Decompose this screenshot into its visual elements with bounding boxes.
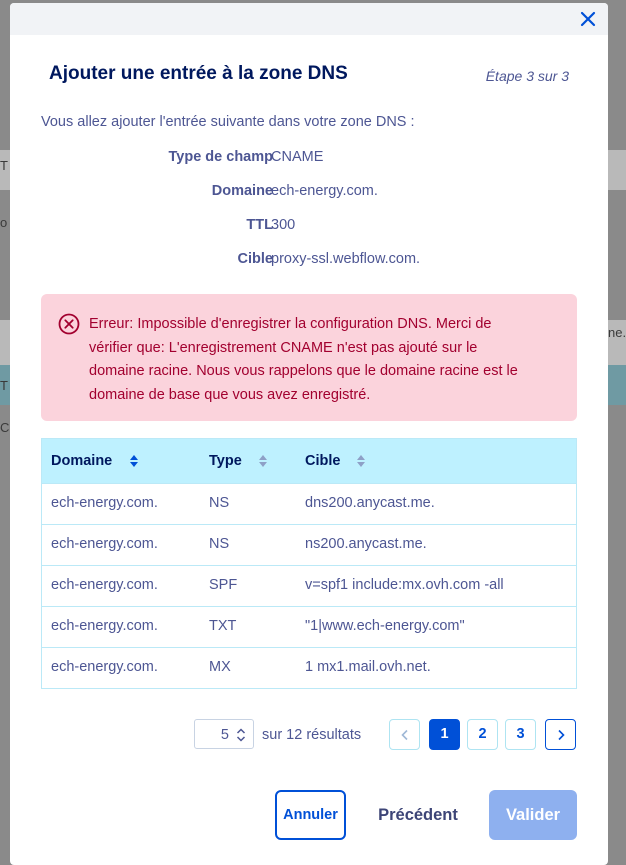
cell-type: MX — [209, 659, 231, 675]
intro-text: Vous allez ajouter l'entrée suivante dans votre zone DNS : — [41, 114, 415, 130]
table-header — [42, 439, 576, 483]
error-line: domaine racine. Nous vous rappelons que le domaine racine est le — [89, 363, 518, 379]
step-indicator: Étape 3 sur 3 — [485, 68, 569, 84]
error-line: vérifier que: L'enregistrement CNAME n'est pas ajouté sur le — [89, 339, 478, 356]
background-text: T — [0, 378, 8, 393]
cell-domain: ech-energy.com. — [51, 577, 158, 593]
cell-domain: ech-energy.com. — [51, 659, 158, 675]
page-size-select[interactable] — [194, 719, 254, 749]
error-message — [41, 294, 577, 421]
summary-row-target — [41, 251, 541, 271]
background-text: C — [0, 420, 10, 435]
table-row — [42, 565, 576, 606]
summary-label: Domaine — [211, 183, 273, 199]
page-button-2[interactable]: 2 — [467, 719, 498, 750]
cell-target: v=spf1 include:mx.ovh.com -all — [305, 577, 504, 593]
modal-topbar — [10, 3, 608, 35]
cell-type: NS — [209, 536, 230, 552]
summary-value: CNAME — [271, 149, 324, 165]
prev-page-button[interactable] — [389, 719, 420, 750]
chevron-up-down-icon — [235, 727, 247, 743]
previous-button[interactable]: Précédent — [378, 806, 458, 824]
background-text: o — [0, 215, 8, 230]
cell-target: ns200.anycast.me. — [305, 536, 427, 552]
error-line: Erreur: Impossible d'enregistrer la configuration DNS. Merci de — [89, 316, 492, 332]
cell-type: TXT — [209, 618, 237, 634]
summary-value: 300 — [271, 217, 296, 233]
dns-records-table — [41, 438, 577, 689]
table-row — [42, 606, 576, 647]
page-button-1[interactable]: 1 — [429, 719, 460, 750]
table-row — [42, 483, 576, 524]
summary-label: TTL — [246, 217, 273, 233]
summary-label: Cible — [237, 251, 273, 267]
table-row — [42, 524, 576, 565]
error-text — [89, 313, 569, 407]
cell-target: dns200.anycast.me. — [305, 495, 435, 511]
background-text: T — [0, 158, 8, 173]
results-count: sur 12 résultats — [262, 727, 362, 743]
sort-icon[interactable] — [258, 454, 268, 468]
error-circle-x-icon — [58, 313, 80, 335]
modal-title: Ajouter une entrée à la zone DNS — [49, 63, 348, 84]
cell-target: 1 mx1.mail.ovh.net. — [305, 659, 431, 675]
column-header-type[interactable]: Type — [209, 453, 242, 469]
summary-row-domain — [41, 183, 541, 203]
cell-type: SPF — [209, 577, 238, 593]
cancel-button[interactable]: Annuler — [275, 790, 346, 840]
summary-value: ech-energy.com. — [271, 183, 378, 199]
chevron-left-icon — [400, 729, 410, 741]
column-header-domain[interactable]: Domaine — [51, 453, 113, 469]
table-row — [42, 647, 576, 688]
cell-domain: ech-energy.com. — [51, 618, 158, 634]
validate-button[interactable]: Valider — [489, 790, 577, 840]
cell-target: "1|www.ech-energy.com" — [305, 618, 465, 634]
cell-domain: ech-energy.com. — [51, 536, 158, 552]
sort-icon[interactable] — [129, 454, 139, 468]
page-button-3[interactable]: 3 — [505, 719, 536, 750]
summary-label: Type de champ — [168, 149, 273, 165]
page-size-value: 5 — [220, 727, 229, 743]
error-line: domaine de base que vous avez enregistré. — [89, 386, 371, 403]
cell-type: NS — [209, 495, 230, 511]
cell-domain: ech-energy.com. — [51, 495, 158, 511]
close-button[interactable] — [578, 9, 598, 29]
background-text: ne. — [608, 325, 626, 340]
summary-value: proxy-ssl.webflow.com. — [271, 251, 421, 267]
chevron-right-icon — [556, 729, 566, 741]
add-dns-entry-modal — [10, 3, 608, 865]
column-header-target[interactable]: Cible — [305, 453, 341, 469]
close-icon — [578, 9, 598, 29]
sort-icon[interactable] — [356, 454, 366, 468]
summary-row-type — [41, 149, 541, 169]
next-page-button[interactable] — [545, 719, 576, 750]
summary-row-ttl — [41, 217, 541, 237]
